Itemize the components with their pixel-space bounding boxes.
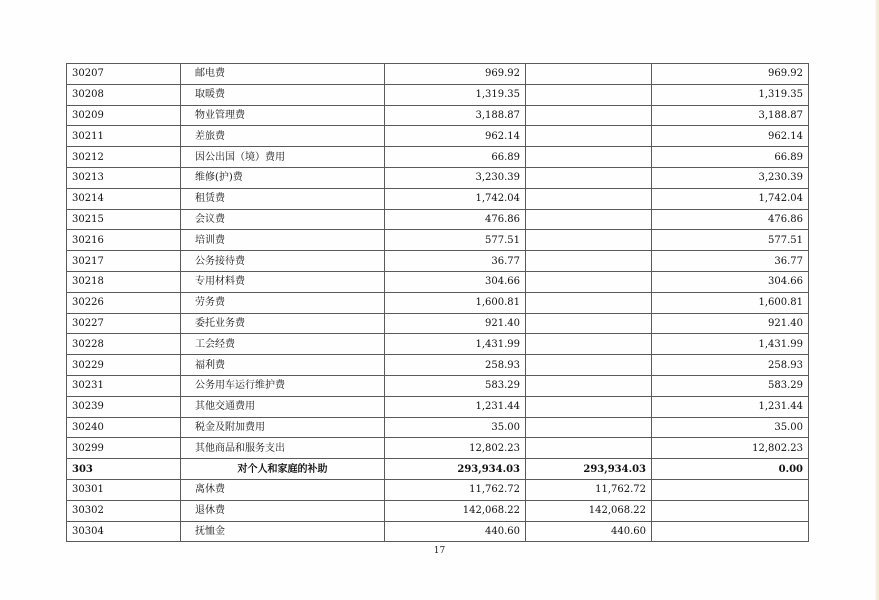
table-row [67, 84, 809, 105]
table-row [67, 355, 809, 376]
name-cell: 租赁费 [181, 188, 385, 209]
table-row [67, 313, 809, 334]
name-cell: 邮电费 [181, 64, 385, 85]
table-row [67, 459, 809, 480]
basic-cell: 293,934.03 [526, 459, 652, 480]
code-cell: 303 [67, 459, 181, 480]
basic-cell [526, 64, 652, 85]
total-cell: 36.77 [385, 251, 526, 272]
expenditure-table [66, 63, 809, 542]
page-edge [875, 0, 879, 600]
project-cell: 304.66 [652, 271, 809, 292]
basic-cell [526, 396, 652, 417]
table-row [67, 64, 809, 85]
code-cell: 30216 [67, 230, 181, 251]
total-cell: 969.92 [385, 64, 526, 85]
code-cell: 30301 [67, 479, 181, 500]
basic-cell [526, 271, 652, 292]
name-cell: 差旅费 [181, 126, 385, 147]
name-cell: 公务用车运行维护费 [181, 375, 385, 396]
code-cell: 30240 [67, 417, 181, 438]
code-cell: 30304 [67, 521, 181, 542]
code-cell: 30215 [67, 209, 181, 230]
project-cell: 1,600.81 [652, 292, 809, 313]
table-row [67, 438, 809, 459]
total-cell: 1,231.44 [385, 396, 526, 417]
project-cell: 3,188.87 [652, 105, 809, 126]
basic-cell: 11,762.72 [526, 479, 652, 500]
name-cell: 委托业务费 [181, 313, 385, 334]
basic-cell [526, 355, 652, 376]
project-cell: 583.29 [652, 375, 809, 396]
code-cell: 30212 [67, 147, 181, 168]
code-cell: 30209 [67, 105, 181, 126]
total-cell: 3,188.87 [385, 105, 526, 126]
code-cell: 30228 [67, 334, 181, 355]
table-row [67, 375, 809, 396]
total-cell: 293,934.03 [385, 459, 526, 480]
name-cell: 物业管理费 [181, 105, 385, 126]
total-cell: 258.93 [385, 355, 526, 376]
name-cell: 维修(护)费 [181, 167, 385, 188]
total-cell: 962.14 [385, 126, 526, 147]
project-cell: 577.51 [652, 230, 809, 251]
basic-cell [526, 147, 652, 168]
project-cell: 35.00 [652, 417, 809, 438]
total-cell: 1,600.81 [385, 292, 526, 313]
project-cell: 1,319.35 [652, 84, 809, 105]
name-cell: 公务接待费 [181, 251, 385, 272]
project-cell: 1,742.04 [652, 188, 809, 209]
total-cell: 921.40 [385, 313, 526, 334]
basic-cell [526, 230, 652, 251]
name-cell: 劳务费 [181, 292, 385, 313]
code-cell: 30239 [67, 396, 181, 417]
name-cell: 抚恤金 [181, 521, 385, 542]
code-cell: 30214 [67, 188, 181, 209]
basic-cell [526, 251, 652, 272]
basic-cell [526, 438, 652, 459]
code-cell: 30207 [67, 64, 181, 85]
code-cell: 30231 [67, 375, 181, 396]
table-row [67, 188, 809, 209]
table-row [67, 521, 809, 542]
total-cell: 577.51 [385, 230, 526, 251]
code-cell: 30299 [67, 438, 181, 459]
total-cell: 1,742.04 [385, 188, 526, 209]
basic-cell [526, 313, 652, 334]
name-cell: 福利费 [181, 355, 385, 376]
code-cell: 30211 [67, 126, 181, 147]
basic-cell [526, 188, 652, 209]
total-cell: 1,431.99 [385, 334, 526, 355]
table-row [67, 167, 809, 188]
total-cell: 11,762.72 [385, 479, 526, 500]
table-row [67, 147, 809, 168]
project-cell: 3,230.39 [652, 167, 809, 188]
name-cell: 培训费 [181, 230, 385, 251]
total-cell: 304.66 [385, 271, 526, 292]
project-cell: 0.00 [652, 459, 809, 480]
project-cell: 258.93 [652, 355, 809, 376]
table-row [67, 105, 809, 126]
total-cell: 476.86 [385, 209, 526, 230]
project-cell: 12,802.23 [652, 438, 809, 459]
total-cell: 66.89 [385, 147, 526, 168]
total-cell: 1,319.35 [385, 84, 526, 105]
table-row [67, 396, 809, 417]
name-cell: 取暖费 [181, 84, 385, 105]
table-row [67, 417, 809, 438]
table-row [67, 230, 809, 251]
basic-cell [526, 292, 652, 313]
project-cell: 921.40 [652, 313, 809, 334]
name-cell: 其他商品和服务支出 [181, 438, 385, 459]
code-cell: 30227 [67, 313, 181, 334]
table-row [67, 251, 809, 272]
project-cell: 66.89 [652, 147, 809, 168]
project-cell: 969.92 [652, 64, 809, 85]
table-row [67, 271, 809, 292]
table-row [67, 126, 809, 147]
code-cell: 30218 [67, 271, 181, 292]
project-cell [652, 500, 809, 521]
project-cell [652, 521, 809, 542]
basic-cell: 440.60 [526, 521, 652, 542]
project-cell: 476.86 [652, 209, 809, 230]
basic-cell [526, 334, 652, 355]
code-cell: 30229 [67, 355, 181, 376]
name-cell: 离休费 [181, 479, 385, 500]
basic-cell: 142,068.22 [526, 500, 652, 521]
name-cell: 其他交通费用 [181, 396, 385, 417]
name-cell: 退休费 [181, 500, 385, 521]
basic-cell [526, 167, 652, 188]
project-cell: 36.77 [652, 251, 809, 272]
total-cell: 12,802.23 [385, 438, 526, 459]
table-body [67, 64, 809, 542]
page-number: 17 [433, 546, 446, 556]
name-cell: 因公出国（境）费用 [181, 147, 385, 168]
total-cell: 3,230.39 [385, 167, 526, 188]
table-row [67, 500, 809, 521]
project-cell [652, 479, 809, 500]
table-row [67, 334, 809, 355]
code-cell: 30217 [67, 251, 181, 272]
basic-cell [526, 417, 652, 438]
table-row [67, 479, 809, 500]
basic-cell [526, 126, 652, 147]
project-cell: 962.14 [652, 126, 809, 147]
basic-cell [526, 105, 652, 126]
code-cell: 30213 [67, 167, 181, 188]
total-cell: 440.60 [385, 521, 526, 542]
project-cell: 1,431.99 [652, 334, 809, 355]
project-cell: 1,231.44 [652, 396, 809, 417]
code-cell: 30208 [67, 84, 181, 105]
total-cell: 583.29 [385, 375, 526, 396]
name-cell: 专用材料费 [181, 271, 385, 292]
name-cell: 税金及附加费用 [181, 417, 385, 438]
code-cell: 30226 [67, 292, 181, 313]
name-cell: 对个人和家庭的补助 [181, 459, 385, 480]
name-cell: 会议费 [181, 209, 385, 230]
basic-cell [526, 209, 652, 230]
code-cell: 30302 [67, 500, 181, 521]
name-cell: 工会经费 [181, 334, 385, 355]
table-row [67, 292, 809, 313]
table-row [67, 209, 809, 230]
basic-cell [526, 375, 652, 396]
total-cell: 142,068.22 [385, 500, 526, 521]
total-cell: 35.00 [385, 417, 526, 438]
basic-cell [526, 84, 652, 105]
